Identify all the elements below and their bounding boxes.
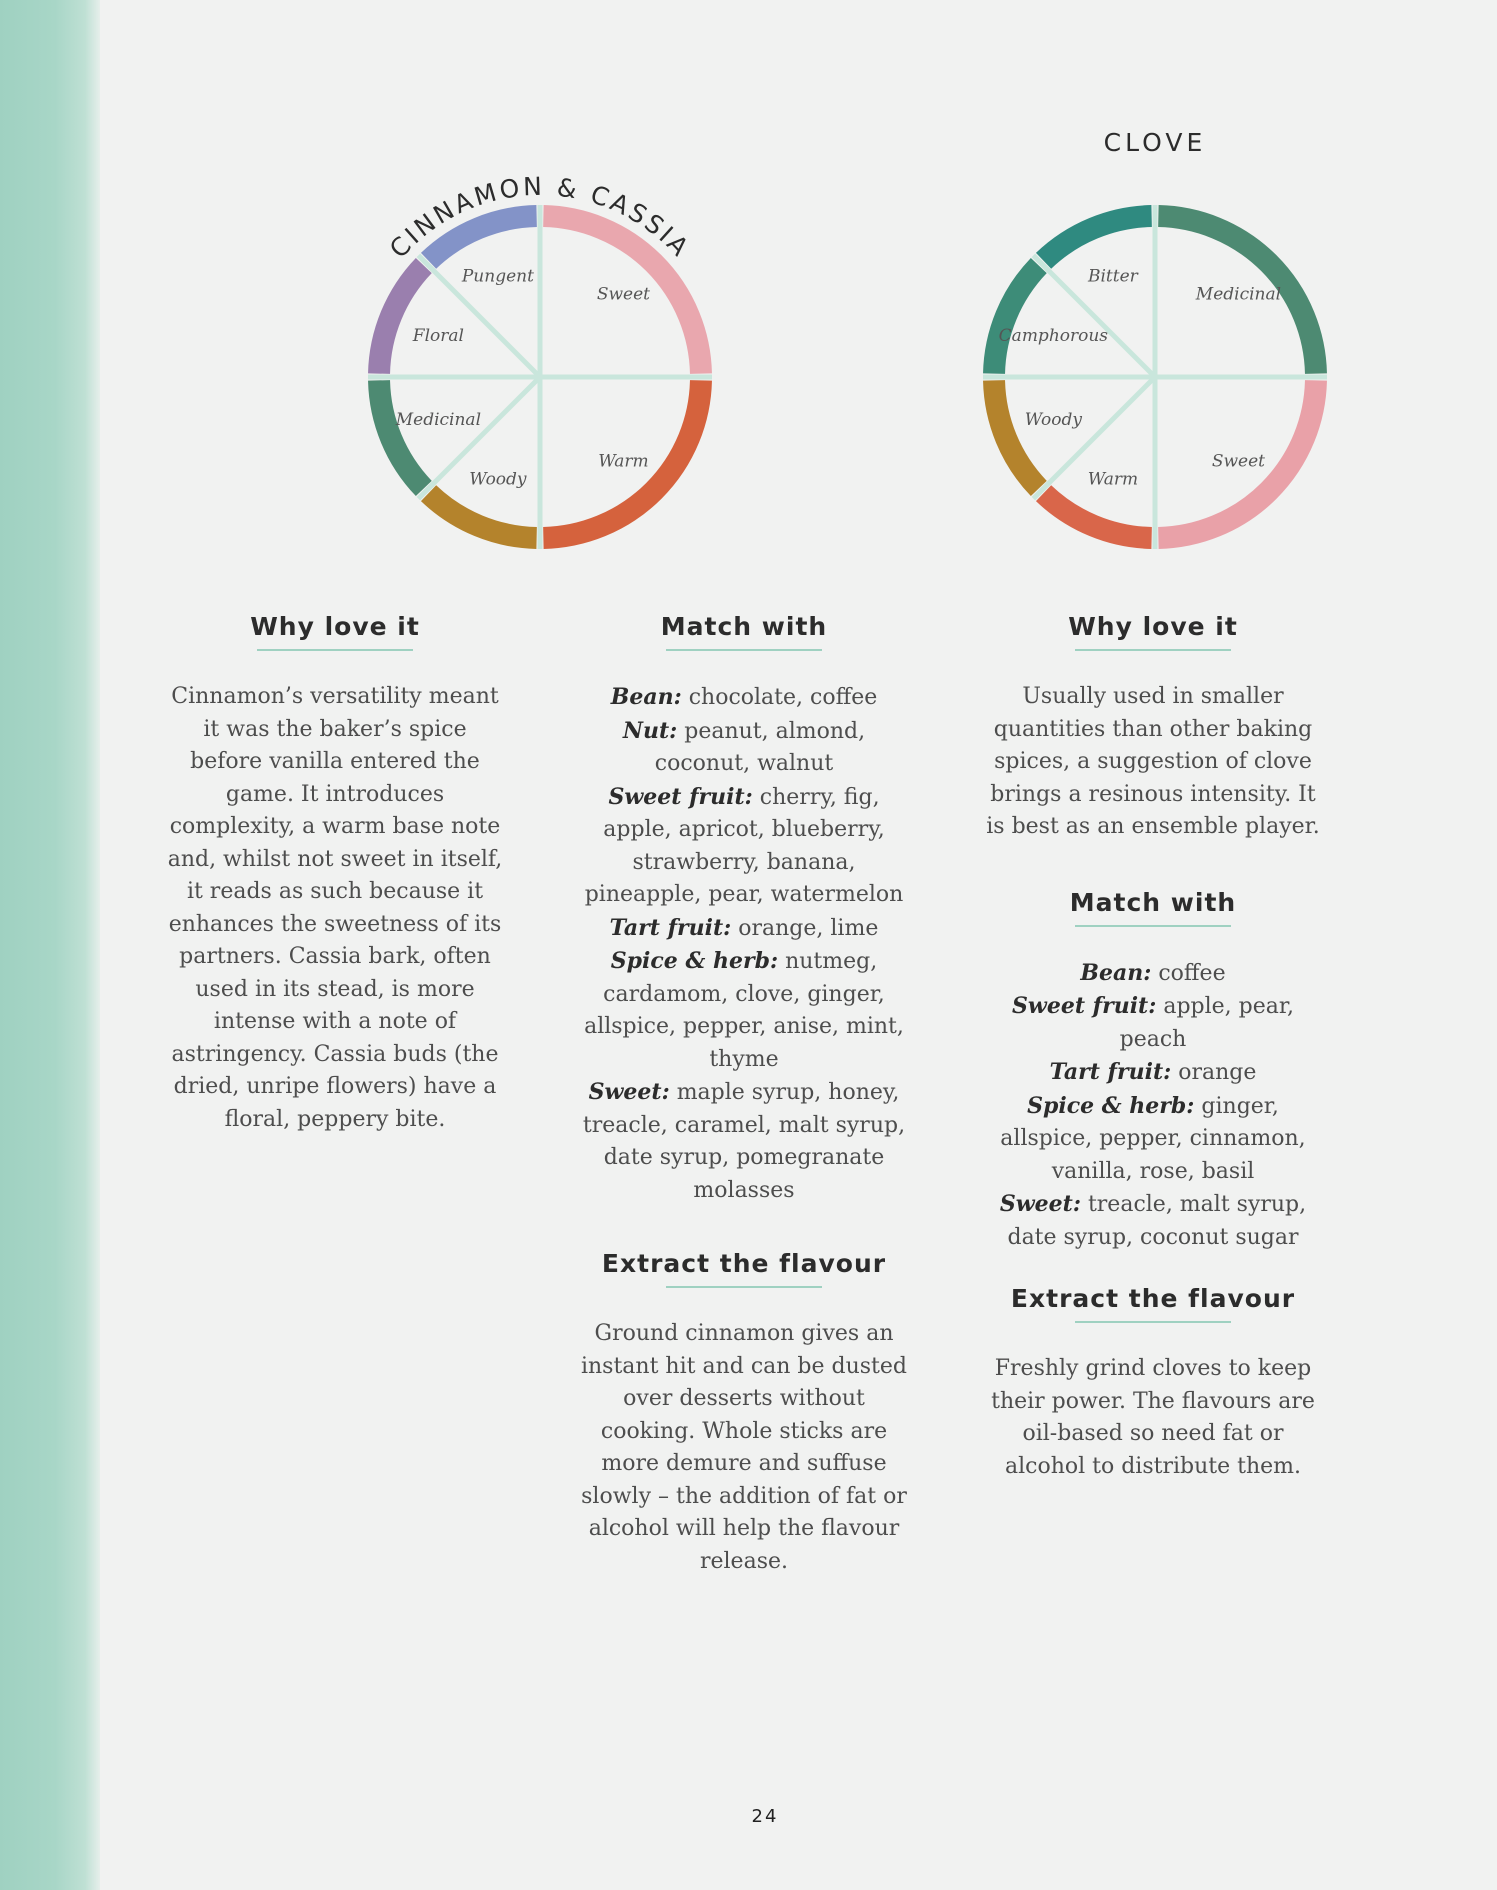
match-value: orange, lime (731, 915, 879, 941)
match-item (574, 912, 914, 946)
cinnamon-match-column (574, 612, 914, 1614)
match-value: treacle, malt syrup, date syrup, coconut sugar (1007, 1192, 1307, 1250)
match-value: apple, pear, peach (1119, 994, 1294, 1052)
wheel-label: Medicinal (1195, 284, 1282, 305)
wheel-label: Warm (1087, 469, 1139, 490)
cinnamon-why-column (165, 612, 505, 1172)
match-value: maple syrup, honey, treacle, caramel, malt syrup, date syrup, pomegranate molasses (582, 1080, 906, 1203)
wheel-segment-woody (429, 493, 537, 538)
extract-flavour-heading: Extract the flavour (1011, 1284, 1295, 1323)
cinnamon-cassia-flavour-wheel (330, 115, 750, 575)
clove-column (983, 612, 1323, 1519)
match-key: Tart fruit: (609, 914, 732, 941)
match-item (983, 990, 1323, 1056)
match-key: Bean: (1080, 959, 1152, 986)
wheel-label: Warm (598, 451, 649, 472)
match-item (574, 945, 914, 1076)
wheel-svg (330, 115, 750, 575)
wheel-label: Sweet (1211, 451, 1266, 472)
wheel-title: CINNAMON & CASSIA (383, 171, 697, 264)
match-with-heading: Match with (661, 612, 827, 651)
match-value: cherry, fig, apple, apricot, blueberry, strawberry, banana, pineapple, pear, watermelon (584, 784, 904, 907)
match-list (574, 681, 914, 1207)
why-love-it-heading: Why love it (250, 612, 420, 651)
wheel-title: CLOVE (1103, 128, 1207, 157)
match-key: Tart fruit: (1049, 1059, 1172, 1085)
match-item (574, 715, 914, 781)
match-key: Sweet fruit: (608, 783, 753, 810)
clove-flavour-wheel (945, 115, 1365, 575)
extract-flavour-text: Freshly grind cloves to keep their power. The flavours are oil-based so need fat or alcohol to distribute them. (991, 1356, 1315, 1479)
wheel-segment-camphorous (994, 266, 1039, 374)
match-value: orange (1171, 1060, 1257, 1085)
wheel-label: Sweet (596, 284, 651, 305)
wheel-segment-floral (379, 266, 424, 374)
match-key: Spice & herb: (610, 948, 779, 974)
wheel-label: Camphorous (998, 325, 1109, 346)
watercolor-stripe (0, 0, 100, 1890)
why-love-it-text: Usually used in smaller quantities than other baking spices, a suggestion of clove brings a resinous intensity. It is best as an ensemble player. (986, 684, 1320, 839)
wheel-label: Woody (469, 469, 527, 490)
match-value: peanut, almond, coconut, walnut (654, 718, 866, 776)
wheel-label: Woody (1024, 410, 1083, 431)
wheel-label: Floral (412, 325, 464, 346)
why-love-it-text: Cinnamon’s versatility meant it was the baker’s spice before vanilla entered the game. It introduces complexity, a warm base note and, whilst not sweet in itself, it reads as such because it enhances the sweetness of its partners. Cassia bark, often used in its stead, is more intense with a note of astringency. Cassia buds (the dried, unripe flowers) have a floral, peppery bite. (167, 684, 503, 1132)
wheel-segment-bitter (1044, 216, 1152, 261)
match-key: Sweet: (999, 1191, 1081, 1217)
match-item (983, 957, 1323, 991)
extract-flavour-heading: Extract the flavour (602, 1249, 886, 1288)
match-value: coffee (1151, 960, 1226, 986)
match-item (983, 1188, 1323, 1254)
match-key: Sweet fruit: (1012, 993, 1157, 1019)
match-key: Bean: (610, 684, 682, 710)
extract-flavour-text: Ground cinnamon gives an instant hit and can be dusted over desserts without cooking. Whole sticks are more demure and suffuse slowly – the addition of fat or alcohol will help the flavour release. (580, 1321, 908, 1574)
wheel-segment-warm (1044, 493, 1152, 538)
wheel-label: Pungent (461, 266, 534, 287)
match-with-heading: Match with (1070, 888, 1236, 927)
match-key: Sweet: (588, 1079, 670, 1105)
why-love-it-heading: Why love it (1068, 612, 1238, 651)
match-item (574, 1076, 914, 1207)
wheel-label: Bitter (1088, 266, 1138, 287)
match-list (983, 957, 1323, 1255)
wheel-segment-medicinal (379, 380, 424, 488)
page-number: 24 (751, 1806, 779, 1827)
match-value: chocolate, coffee (681, 685, 878, 710)
match-item (983, 1090, 1323, 1189)
wheel-segment-woody (994, 380, 1039, 488)
match-value: ginger, allspice, pepper, cinnamon, vanilla, rose, basil (1000, 1093, 1306, 1184)
match-value: nutmeg, cardamom, clove, ginger, allspice, pepper, anise, mint, thyme (584, 949, 904, 1072)
wheel-label: Medicinal (395, 410, 482, 431)
wheel-svg (945, 115, 1365, 575)
match-key: Nut: (622, 717, 678, 744)
match-item (574, 781, 914, 912)
match-key: Spice & herb: (1027, 1092, 1195, 1119)
match-item (983, 1056, 1323, 1090)
match-item (574, 681, 914, 715)
